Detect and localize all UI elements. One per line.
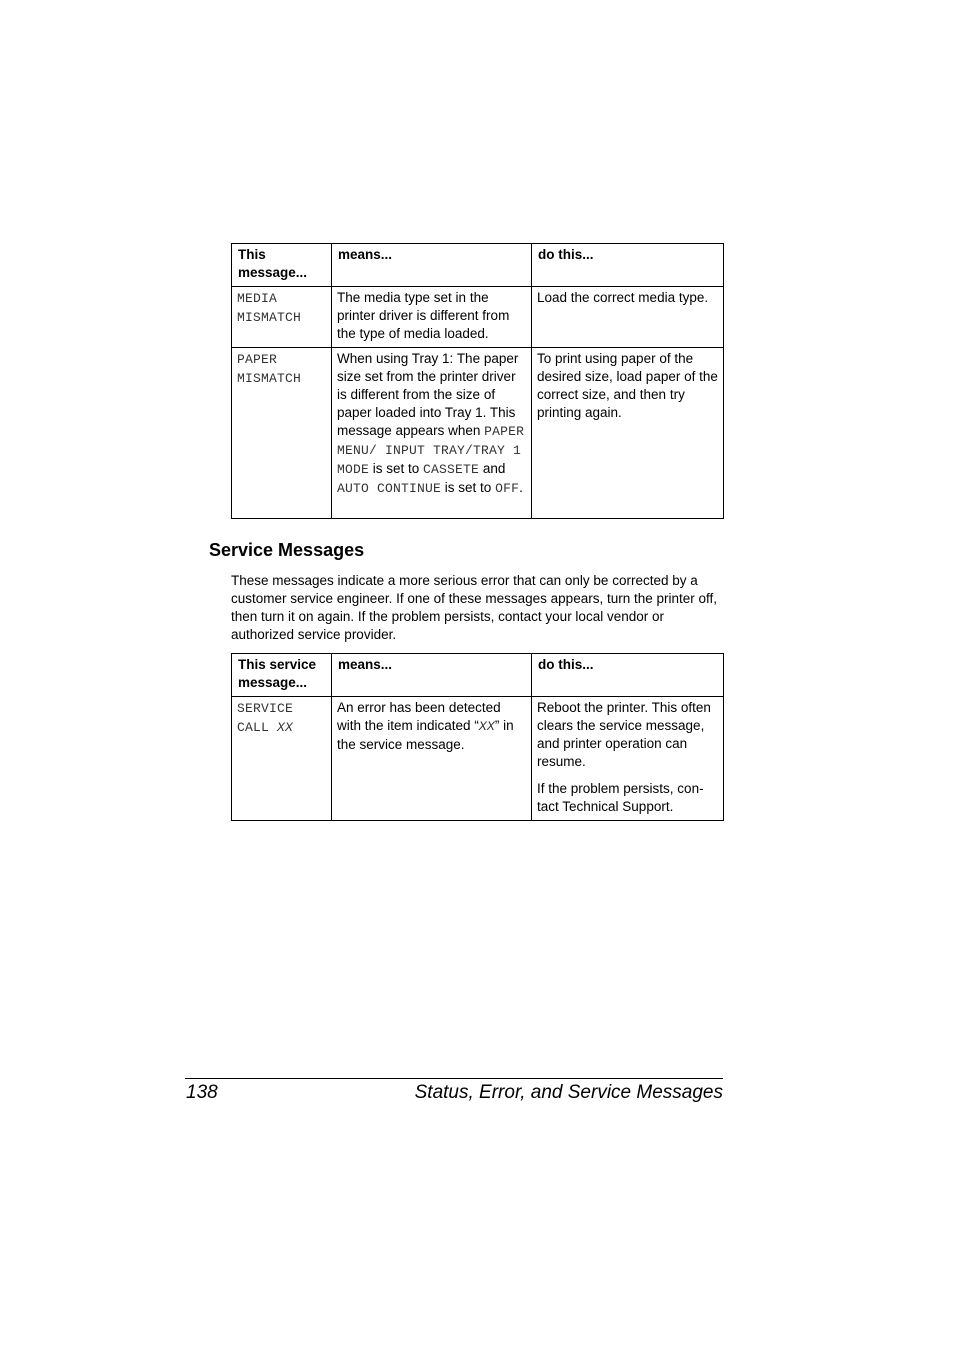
means-code: OFF: [495, 481, 520, 496]
message-code-line: SERVICE: [237, 701, 294, 716]
message-table: [231, 243, 724, 519]
header-do-this: do this...: [532, 244, 724, 287]
do-this-cell: Load the correct media type.: [532, 287, 724, 348]
means-cell: The media type set in the printer driver is different from the type of media loaded.: [332, 287, 532, 348]
message-code-line: MISMATCH: [237, 371, 302, 386]
means-text: An error has been detected with the item indicated “: [337, 700, 501, 733]
means-text: When using Tray 1: The paper size set from the printer driver is different from the size of paper loaded into Tray 1. This message appears when: [337, 351, 519, 438]
header-message: This message...: [232, 244, 332, 287]
do-this-paragraph: Reboot the printer. This often clears the service message, and printer operation can resume.: [537, 700, 711, 769]
header-message: This service message...: [232, 654, 332, 697]
message-cell: [232, 348, 332, 519]
means-text: is set to: [369, 461, 424, 476]
means-code-variable: XX: [478, 719, 495, 734]
footer-divider: [185, 1078, 723, 1079]
message-code-line: PAPER: [237, 352, 278, 367]
table-header-row: [232, 654, 724, 697]
table-header-row: [232, 244, 724, 287]
means-cell: [332, 697, 532, 821]
means-text: ” in the service message.: [337, 718, 514, 752]
message-cell: [232, 287, 332, 348]
footer-title: Status, Error, and Service Messages: [414, 1082, 723, 1103]
means-cell: [332, 348, 532, 519]
service-message-table: [231, 653, 724, 821]
means-text: and: [479, 461, 506, 476]
means-code: PAPER MENU/ INPUT TRAY/TRAY 1 MODE: [337, 424, 525, 477]
table-row: [232, 348, 724, 519]
header-means: means...: [332, 244, 532, 287]
message-code-line: MISMATCH: [237, 310, 302, 325]
do-this-cell: To print using paper of the desired size, load paper of the correct size, and then try printing again.: [532, 348, 724, 519]
message-code-line: CALL: [237, 720, 278, 735]
means-code: CASSETE: [423, 462, 480, 477]
message-code-variable: XX: [277, 720, 294, 735]
table-row: [232, 697, 724, 821]
do-this-cell: [532, 697, 724, 821]
header-do-this: do this...: [532, 654, 724, 697]
section-title: Service Messages: [209, 540, 365, 560]
do-this-paragraph: If the problem persists, con-tact Technical Support.: [537, 781, 704, 814]
message-code-line: MEDIA: [237, 291, 278, 306]
header-means: means...: [332, 654, 532, 697]
means-text: is set to: [441, 480, 496, 495]
section-intro: These messages indicate a more serious error that can only be corrected by a customer service engineer. If one of these messages appears, turn the printer off, then turn it on again. If the problem persists, contact your local vendor or authorized service provider.: [231, 573, 718, 642]
page-number: 138: [186, 1082, 218, 1103]
means-text: .: [519, 480, 523, 495]
message-cell: [232, 697, 332, 821]
means-code: AUTO CONTINUE: [337, 481, 442, 496]
table-row: [232, 287, 724, 348]
